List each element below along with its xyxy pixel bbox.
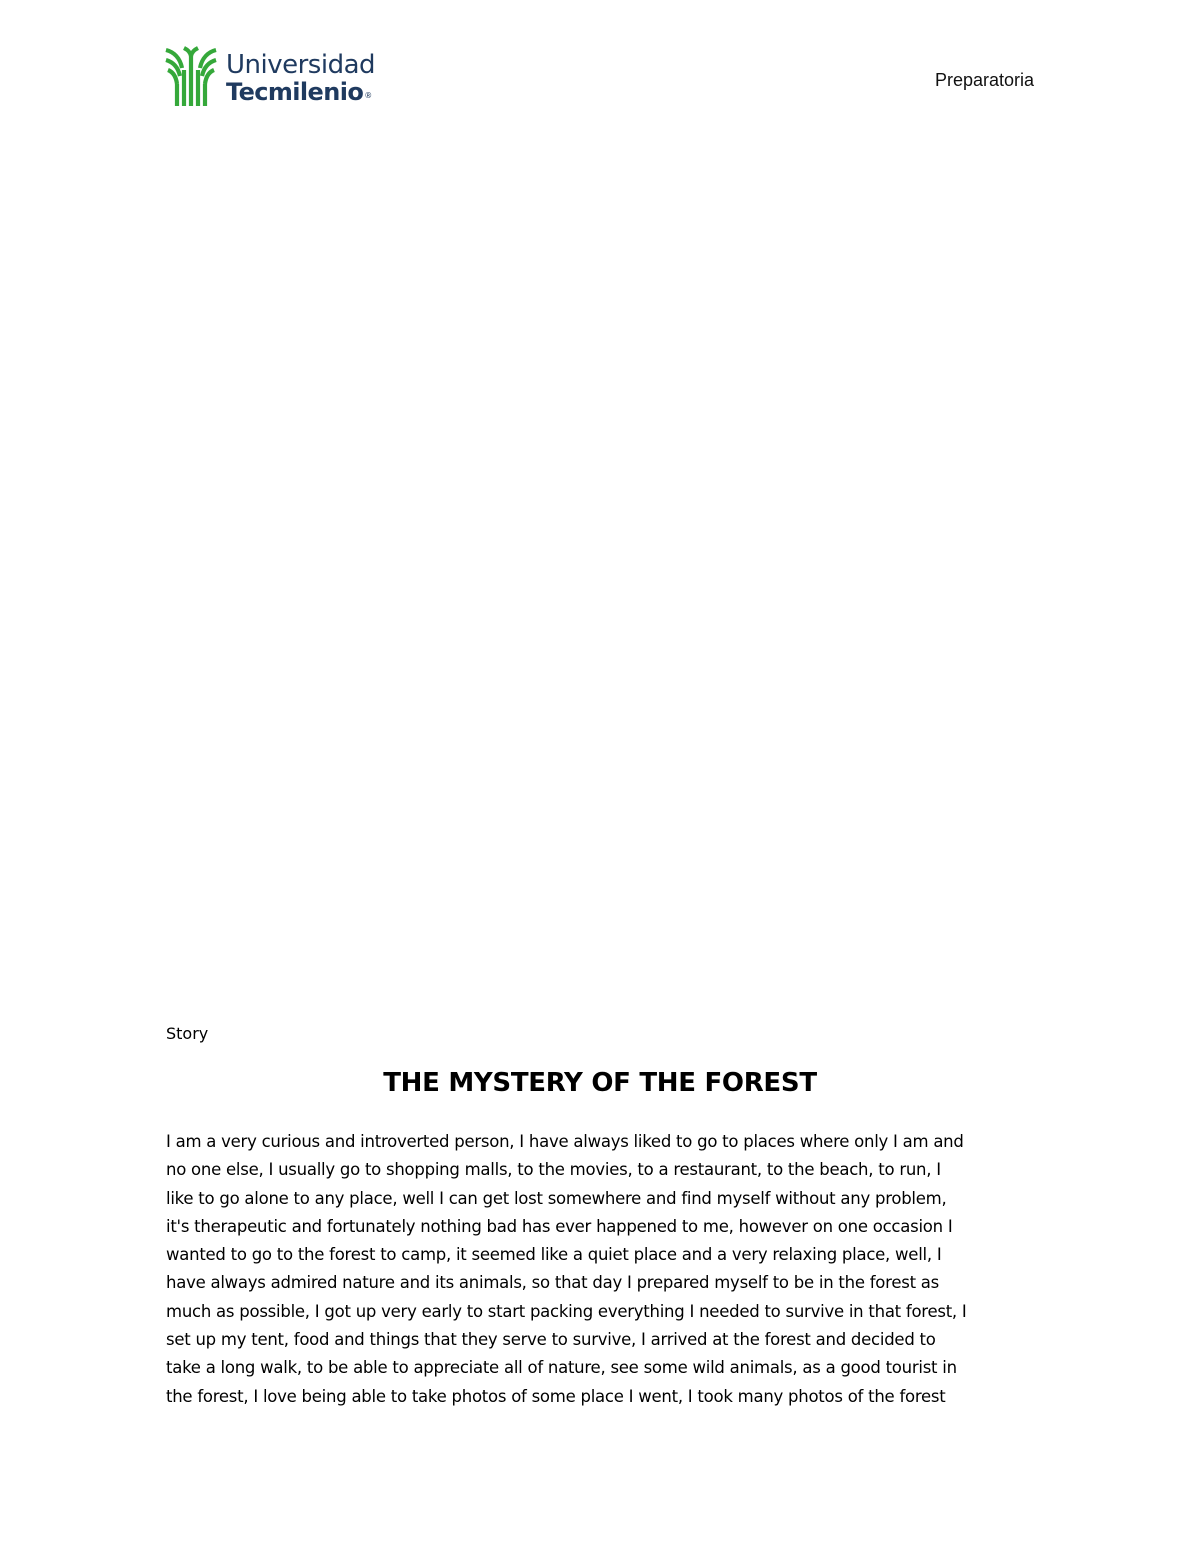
story-line: like to go alone to any place, well I can get lost somewhere and find myself without any problem, bbox=[166, 1188, 947, 1208]
tecmilenio-tree-logo-icon bbox=[164, 46, 218, 108]
story-line: no one else, I usually go to shopping malls, to the movies, to a restaurant, to the beach, to run, I bbox=[166, 1160, 941, 1180]
header-preparatoria-label: Preparatoria bbox=[934, 70, 1034, 90]
document-title: THE MYSTERY OF THE FOREST bbox=[383, 1068, 817, 1098]
story-line: set up my tent, food and things that they serve to survive, I arrived at the forest and decided to bbox=[166, 1330, 936, 1350]
story-line: have always admired nature and its animals, so that day I prepared myself to be in the forest as bbox=[166, 1273, 939, 1293]
story-paragraph bbox=[166, 1128, 1036, 1411]
logo-line-tecmilenio-text: Tecmilenio bbox=[226, 78, 364, 106]
story-line: it's therapeutic and fortunately nothing bad has ever happened to me, however on one occasion I bbox=[166, 1216, 953, 1236]
section-label: Story bbox=[166, 1024, 209, 1043]
registered-mark: ® bbox=[364, 91, 372, 100]
story-line: take a long walk, to be able to appreciate all of nature, see some wild animals, as a good tourist in bbox=[166, 1358, 957, 1378]
story-line: I am a very curious and introverted person, I have always liked to go to places where only I am and bbox=[166, 1132, 964, 1151]
university-logo bbox=[164, 46, 384, 108]
story-line: the forest, I love being able to take photos of some place I went, I took many photos of the forest bbox=[166, 1386, 946, 1406]
logo-line-tecmilenio bbox=[226, 80, 386, 104]
logo-line-universidad: Universidad bbox=[226, 50, 376, 80]
story-line: wanted to go to the forest to camp, it seemed like a quiet place and a very relaxing place, well, I bbox=[166, 1245, 942, 1265]
logo-wordmark bbox=[226, 52, 386, 104]
story-line: much as possible, I got up very early to start packing everything I needed to survive in that forest, I bbox=[166, 1301, 967, 1321]
